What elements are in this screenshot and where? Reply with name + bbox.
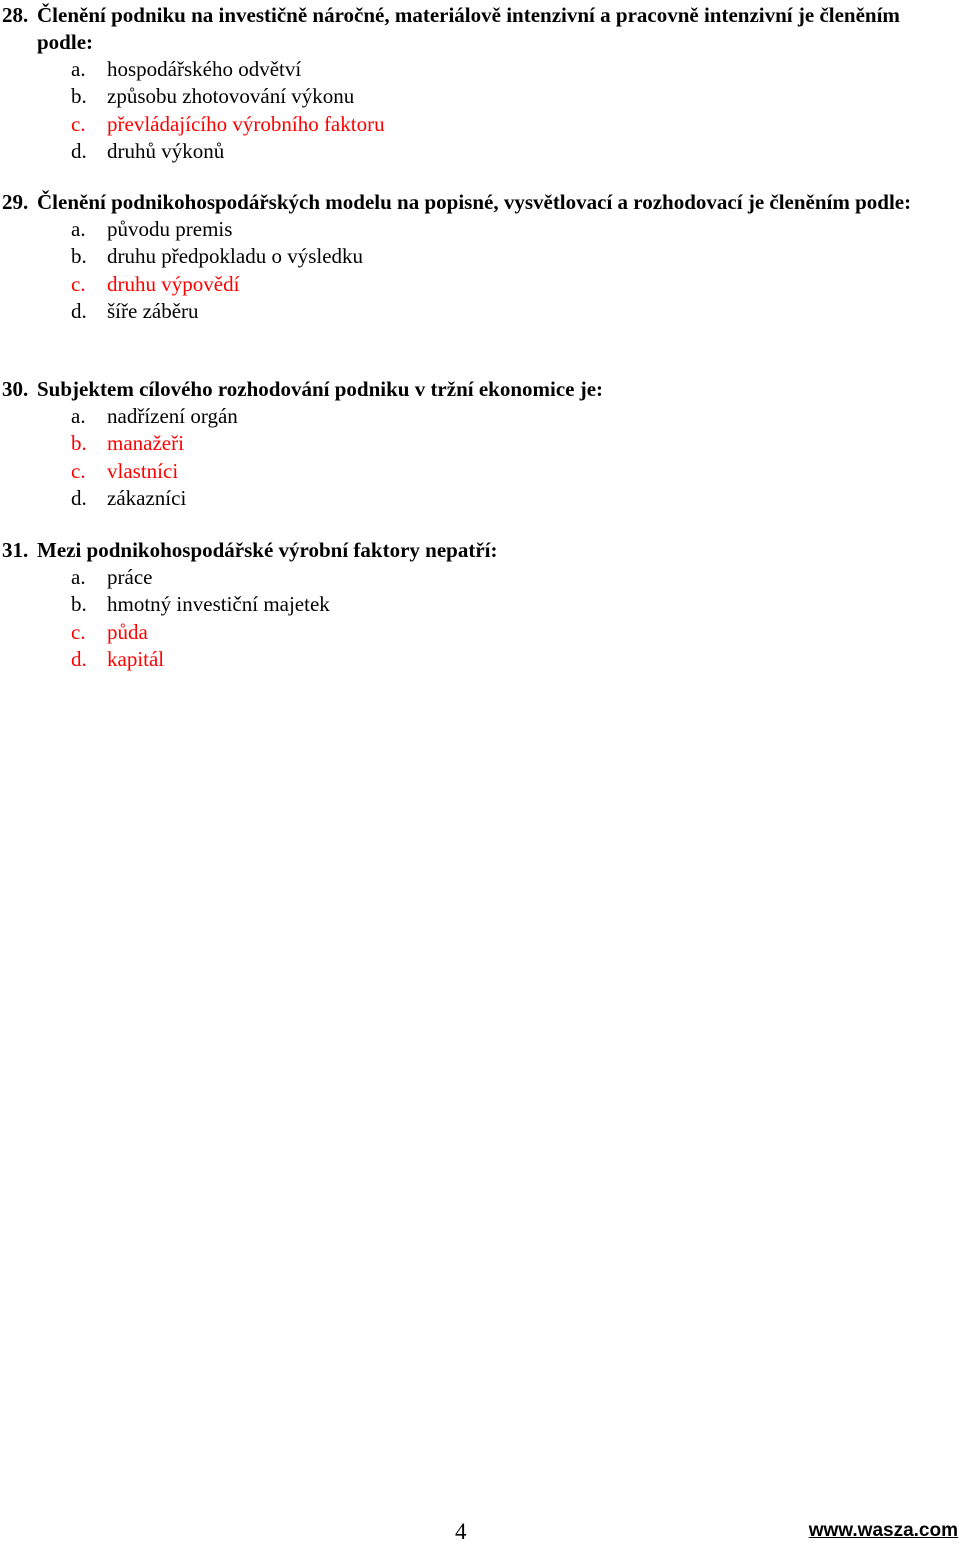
option-letter: d. [71, 298, 87, 323]
answer-option [0, 403, 960, 430]
answer-option [0, 56, 960, 83]
option-letter: d. [71, 138, 87, 163]
option-text: původu premis [107, 217, 233, 241]
option-text: způsobu zhotovování výkonu [107, 84, 355, 109]
option-letter: c. [71, 619, 86, 644]
option-letter: a. [71, 57, 86, 81]
option-letter: a. [71, 404, 86, 428]
question-number: 29. [2, 190, 29, 214]
answer-option-correct [0, 646, 960, 673]
question-heading [0, 189, 960, 216]
option-letter: d. [71, 646, 87, 671]
option-letter: c. [71, 111, 86, 136]
option-text: nadřízení orgán [107, 404, 238, 428]
question-31 [0, 537, 960, 673]
option-text: druhu výpovědí [107, 271, 240, 296]
question-number: 28. [2, 3, 29, 27]
option-letter: a. [71, 565, 86, 589]
question-number: 30. [2, 377, 29, 401]
question-text: Členění podniku na investičně náročné, materiálově intenzivní a pracovně intenzivní je členěním podle: [37, 3, 900, 54]
option-text: druhu předpokladu o výsledku [107, 244, 364, 269]
question-text: Mezi podnikohospodářské výrobní faktory nepatří: [37, 538, 498, 562]
option-letter: a. [71, 217, 86, 241]
option-letter: c. [71, 458, 86, 483]
option-text: manažeři [107, 431, 184, 456]
question-number: 31. [2, 538, 29, 562]
option-text: zákazníci [107, 485, 187, 510]
option-text: hmotný investiční majetek [107, 592, 330, 617]
answer-options [0, 216, 960, 325]
answer-option [0, 591, 960, 618]
option-letter: b. [71, 84, 87, 109]
option-text: hospodářského odvětví [107, 57, 302, 81]
answer-option-correct [0, 111, 960, 138]
question-30 [0, 376, 960, 512]
question-text: Subjektem cílového rozhodování podniku v tržní ekonomice je: [37, 377, 604, 401]
answer-option-correct [0, 458, 960, 485]
answer-option-correct [0, 430, 960, 457]
question-28 [0, 2, 960, 165]
question-heading [0, 376, 960, 403]
option-letter: b. [71, 244, 87, 269]
option-text: práce [107, 565, 153, 589]
answer-option [0, 564, 960, 591]
site-link[interactable]: www.wasza.com [808, 1520, 958, 1541]
option-text: druhů výkonů [107, 138, 225, 163]
option-letter: b. [71, 592, 87, 617]
answer-options [0, 564, 960, 673]
answer-option [0, 216, 960, 243]
answer-option-correct [0, 619, 960, 646]
page-number: 4 [455, 1519, 467, 1544]
answer-option [0, 485, 960, 512]
question-heading [0, 537, 960, 564]
option-letter: c. [71, 271, 86, 296]
answer-option-correct [0, 271, 960, 298]
answer-option [0, 243, 960, 270]
option-letter: d. [71, 485, 87, 510]
question-29 [0, 189, 960, 325]
option-text: vlastníci [107, 458, 179, 483]
option-text: převládajícího výrobního faktoru [107, 111, 385, 136]
option-text: půda [107, 619, 148, 644]
question-text: Členění podnikohospodářských modelu na popisné, vysvětlovací a rozhodovací je členěním podle: [37, 190, 912, 214]
answer-option [0, 83, 960, 110]
answer-options [0, 56, 960, 165]
option-text: kapitál [107, 646, 165, 671]
option-text: šíře záběru [107, 298, 199, 323]
answer-option [0, 298, 960, 325]
answer-option [0, 138, 960, 165]
question-heading [0, 2, 960, 56]
option-letter: b. [71, 431, 87, 456]
answer-options [0, 403, 960, 512]
